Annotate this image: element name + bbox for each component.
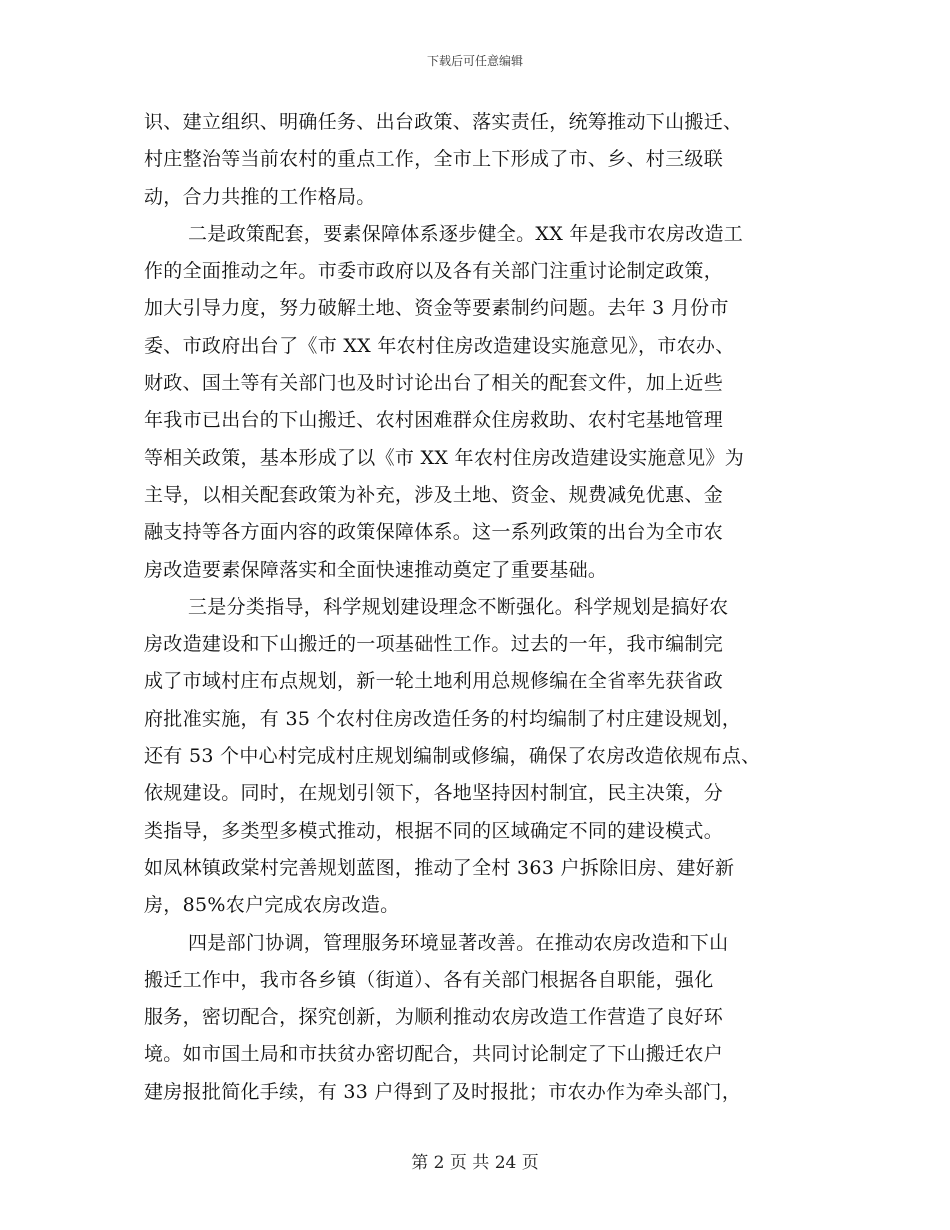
text-line: 三是分类指导，科学规划建设理念不断强化。科学规划是搞好农: [188, 595, 729, 618]
text-line: 还有 53 个中心村完成村庄规划编制或修编，确保了农房改造依规布点、: [144, 745, 761, 768]
page-footer: 第 2 页 共 24 页: [411, 1153, 539, 1173]
text-line: 建房报批简化手续，有 33 户得到了及时报批；市农办作为牵头部门，: [144, 1080, 742, 1103]
text-line: 如凤林镇政棠村完善规划蓝图，推动了全村 363 户拆除旧房、建好新: [144, 856, 735, 879]
text-line: 主导，以相关配套政策为补充，涉及土地、资金、规费减免优惠、金: [144, 483, 724, 506]
text-line: 房，85%农户完成农房改造。: [144, 894, 400, 917]
paragraph: [144, 216, 816, 589]
text-line: 识、建立组织、明确任务、出台政策、落实责任，统筹推动下山搬迁、: [144, 111, 743, 133]
text-line: 二是政策配套，要素保障体系逐步健全。XX 年是我市农房改造工: [188, 222, 744, 245]
text-line: 依规建设。同时，在规划引领下，各地坚持因村制宜，民主决策，分: [144, 782, 724, 805]
text-line: 境。如市国土局和市扶贫办密切配合，共同讨论制定了下山搬迁农户: [144, 1043, 724, 1066]
text-line: 动，合力共推的工作格局。: [144, 185, 376, 208]
text-line: 服务，密切配合，探究创新，为顺利推动农房改造工作营造了良好环: [144, 1006, 724, 1029]
text-line: 年我市已出台的下山搬迁、农村困难群众住房救助、农村宅基地管理: [144, 409, 724, 432]
text-line: 成了市域村庄布点规划，新一轮土地利用总规修编在全省率先获省政: [144, 670, 724, 693]
paragraph: [144, 589, 816, 925]
text-line: 搬迁工作中，我市各乡镇（街道）、各有关部门根据各自职能，强化: [144, 968, 714, 991]
text-line: 村庄整治等当前农村的重点工作，全市上下形成了市、乡、村三级联: [144, 148, 724, 171]
text-line: 府批准实施，有 35 个农村住房改造任务的村均编制了村庄建设规划，: [144, 707, 742, 730]
text-line: 财政、国土等有关部门也及时讨论出台了相关的配套文件，加上近些: [144, 372, 724, 395]
text-line: 融支持等各方面内容的政策保障体系。这一系列政策的出台为全市农: [144, 521, 724, 544]
paragraph: [144, 925, 816, 1111]
paragraph: [144, 104, 816, 216]
text-line: 四是部门协调，管理服务环境显著改善。在推动农房改造和下山: [188, 931, 729, 954]
text-line: 房改造建设和下山搬迁的一项基础性工作。过去的一年，我市编制完: [144, 633, 724, 656]
text-line: 委、市政府出台了《市 XX 年农村住房改造建设实施意见》，市农办、: [144, 334, 735, 357]
text-line: 类指导，多类型多模式推动，根据不同的区域确定不同的建设模式。: [144, 819, 724, 842]
text-line: 房改造要素保障落实和全面快速推动奠定了重要基础。: [144, 558, 608, 581]
text-line: 加大引导力度，努力破解土地、资金等要素制约问题。去年 3 月份市: [144, 297, 729, 320]
text-line: 作的全面推动之年。市委市政府以及各有关部门注重讨论制定政策，: [144, 260, 724, 283]
text-line: 等相关政策，基本形成了以《市 XX 年农村住房改造建设实施意见》为: [144, 446, 745, 469]
document-body: [144, 104, 816, 1111]
page-header: 下载后可任意编辑: [426, 54, 523, 68]
